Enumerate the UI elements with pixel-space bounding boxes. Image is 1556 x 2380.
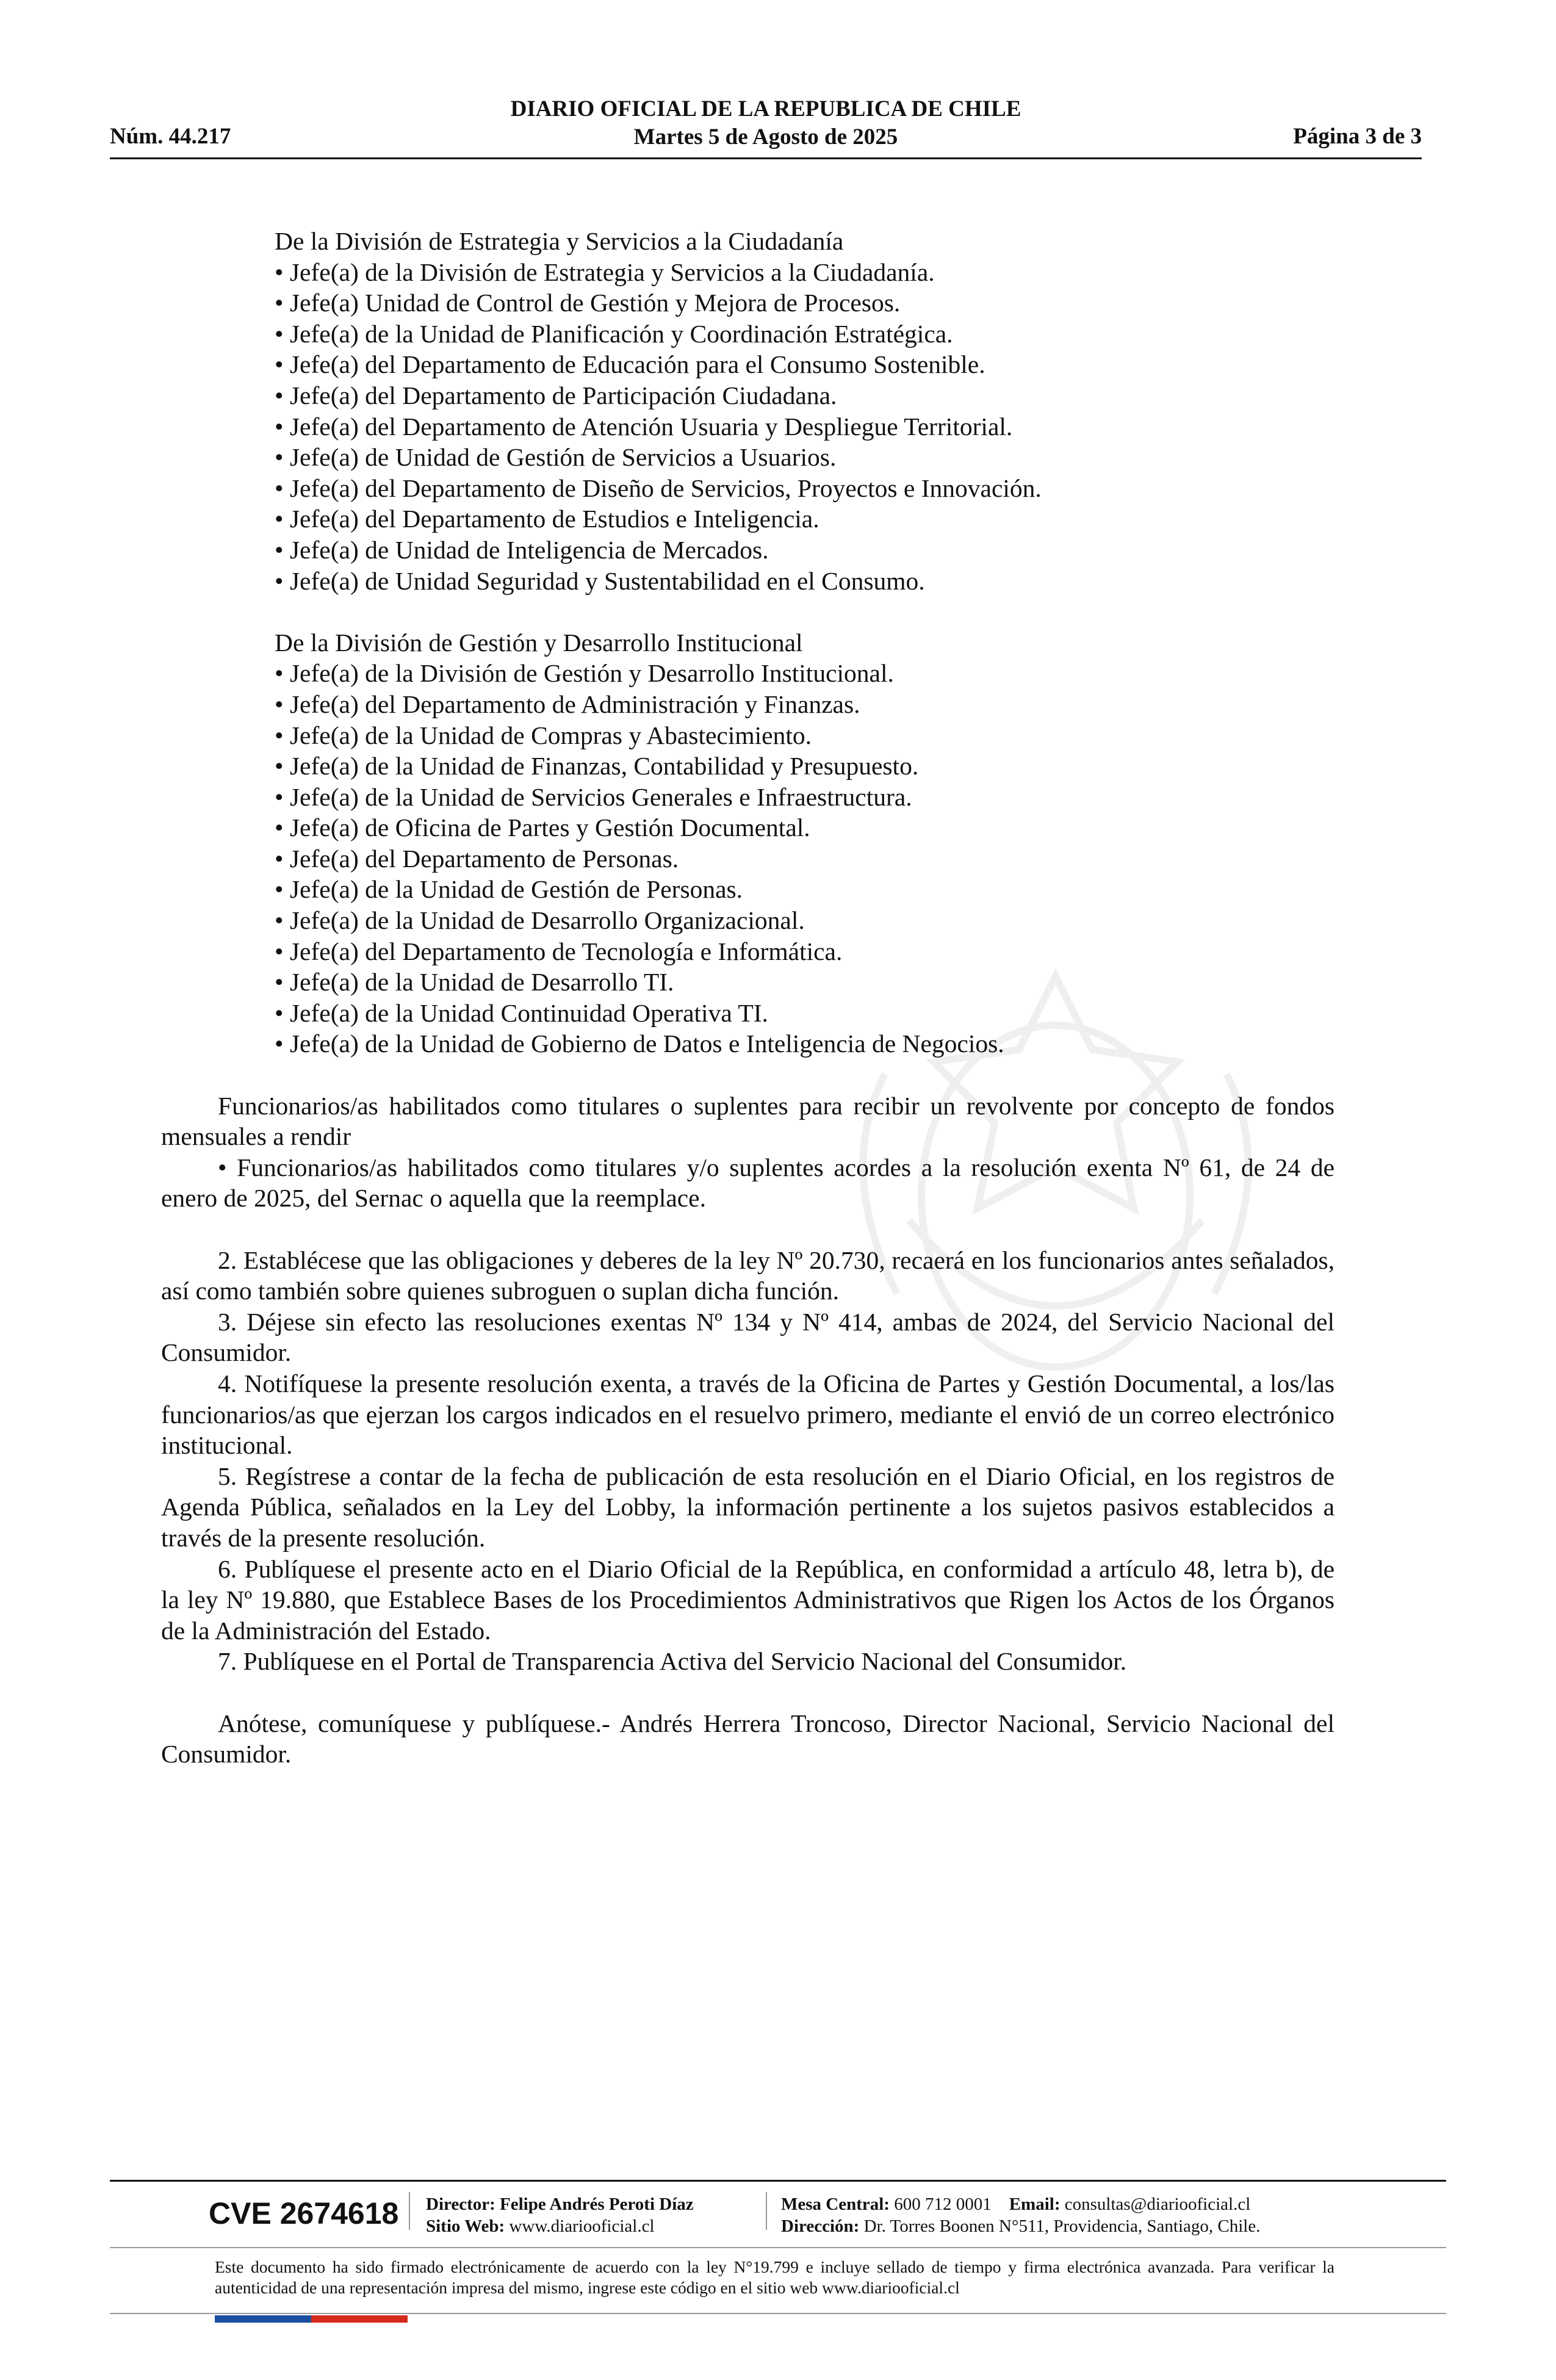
footer-contact-right — [781, 2193, 1260, 2237]
list-item: • Jefe(a) de la Unidad de Gestión de Personas. — [275, 875, 743, 904]
paragraph: Funcionarios/as habilitados como titulares o suplentes para recibir un revolvente por concepto de fondos mensuales a rendir — [161, 1091, 1334, 1151]
list-item: • Jefe(a) de la Unidad Continuidad Operativa TI. — [275, 998, 768, 1027]
list-item: • Jefe(a) del Departamento de Diseño de Servicios, Proyectos e Innovación. — [275, 474, 1042, 502]
list-item: • Jefe(a) de Unidad de Gestión de Servicios a Usuarios. — [275, 443, 837, 472]
mesa-phone: 600 712 0001 — [894, 2194, 992, 2214]
list-item: • Jefe(a) de Unidad de Inteligencia de Mercados. — [275, 535, 769, 564]
site-link[interactable]: www.diariooficial.cl — [509, 2216, 655, 2236]
flag-red-segment — [311, 2315, 408, 2323]
list-item: • Jefe(a) de la División de Gestión y Desarrollo Institucional. — [275, 659, 894, 688]
address-label: Dirección: — [781, 2216, 860, 2236]
list-item: • Jefe(a) del Departamento de Personas. — [275, 844, 679, 873]
list-item: • Jefe(a) del Departamento de Administración y Finanzas. — [275, 690, 860, 718]
page-header — [110, 92, 1422, 160]
director-name: Felipe Andrés Peroti Díaz — [500, 2194, 694, 2214]
masthead — [110, 95, 1422, 151]
resolution-item: 4. Notifíquese la presente resolución exenta, a través de la Oficina de Partes y Gestión Documental, a los/las funcionarios/as que ejerzan los cargos indicados en el resuelvo primero, mediante el envió de un correo electrónico institucional. — [161, 1369, 1334, 1460]
resolution-item: 3. Déjese sin efecto las resoluciones exentas Nº 134 y Nº 414, ambas de 2024, del Servicio Nacional del Consumidor. — [161, 1307, 1334, 1367]
address-value: Dr. Torres Boonen N°511, Providencia, Santiago, Chile. — [863, 2216, 1261, 2236]
newspaper-title: DIARIO OFICIAL DE LA REPUBLICA DE CHILE — [510, 96, 1021, 121]
section-fondos — [161, 1091, 1334, 1214]
list-item: • Jefe(a) de la Unidad de Gobierno de Datos e Inteligencia de Negocios. — [275, 1030, 1004, 1058]
list-item: • Jefe(a) de Unidad Seguridad y Sustentabilidad en el Consumo. — [275, 566, 925, 595]
email-link[interactable]: consultas@diariooficial.cl — [1064, 2194, 1251, 2214]
resolutions — [161, 1245, 1334, 1677]
resolution-item: 6. Publíquese el presente acto en el Diario Oficial de la República, en conformidad a artículo 48, letra b), de la ley Nº 19.880, que Establece Bases de los Procedimientos Administrativos que Rigen los Actos de los Órganos de la Administración del Estado. — [161, 1554, 1334, 1645]
list-item: • Jefe(a) de la Unidad de Servicios Generales e Infraestructura. — [275, 782, 912, 811]
list-item: • Jefe(a) de Oficina de Partes y Gestión Documental. — [275, 813, 810, 842]
issue-date: Martes 5 de Agosto de 2025 — [633, 124, 898, 150]
flag-stripe — [215, 2315, 408, 2323]
resolution-item: 7. Publíquese en el Portal de Transparencia Activa del Servicio Nacional del Consumidor. — [218, 1647, 1127, 1676]
cve-code: CVE 2674618 — [209, 2196, 399, 2230]
page-footer — [110, 2180, 1446, 2326]
section-estrategia — [218, 226, 1334, 596]
list-item: • Jefe(a) del Departamento de Tecnología e Informática. — [275, 937, 843, 965]
list-item: • Jefe(a) del Departamento de Estudios e Inteligencia. — [275, 505, 819, 533]
closing-block — [161, 1708, 1334, 1770]
footer-divider — [110, 2247, 1446, 2248]
flag-blue-segment — [215, 2315, 311, 2323]
list-item: • Jefe(a) del Departamento de Educación para el Consumo Sostenible. — [275, 350, 985, 379]
list-item: • Jefe(a) de la División de Estrategia y Servicios a la Ciudadanía. — [275, 258, 935, 286]
footer-contact-left — [426, 2193, 694, 2237]
list-item: • Jefe(a) de la Unidad de Planificación y Coordinación Estratégica. — [275, 319, 953, 348]
director-label: Director: — [426, 2194, 495, 2214]
resolution-item: 5. Regístrese a contar de la fecha de publicación de esta resolución en el Diario Oficial, en los registros de Agenda Pública, señalados en la Ley del Lobby, la información pertinente a los sujetos pasivos establecidos a través de la presente resolución. — [161, 1462, 1334, 1552]
section-gestion — [218, 627, 1334, 1059]
section-heading: De la División de Estrategia y Servicios a la Ciudadanía — [275, 227, 844, 255]
list-item: • Jefe(a) de la Unidad de Desarrollo TI. — [275, 968, 674, 997]
footer-divider — [110, 2180, 1446, 2182]
list-item: • Jefe(a) del Departamento de Participación Ciudadana. — [275, 381, 837, 409]
issue-number: Núm. 44.217 — [110, 124, 231, 149]
list-item: • Jefe(a) Unidad de Control de Gestión y Mejora de Procesos. — [275, 289, 901, 317]
list-item: • Jefe(a) de la Unidad de Finanzas, Contabilidad y Presupuesto. — [275, 752, 919, 781]
footer-separator — [766, 2192, 767, 2230]
list-item: • Jefe(a) de la Unidad de Desarrollo Organizacional. — [275, 906, 805, 935]
list-item: • Jefe(a) de la Unidad de Compras y Abastecimiento. — [275, 721, 812, 749]
closing-paragraph: Anótese, comuníquese y publíquese.- Andrés Herrera Troncoso, Director Nacional, Servicio Nacional del Consumidor. — [161, 1709, 1334, 1769]
footer-divider — [110, 2313, 1446, 2314]
mesa-label: Mesa Central: — [781, 2194, 890, 2214]
paragraph: • Funcionarios/as habilitados como titulares y/o suplentes acordes a la resolución exenta Nº 61, de 24 de enero de 2025, del Sernac o aquella que la reemplace. — [161, 1153, 1334, 1213]
list-item: • Jefe(a) del Departamento de Atención Usuaria y Despliegue Territorial. — [275, 412, 1013, 441]
section-heading: De la División de Gestión y Desarrollo Institucional — [275, 628, 803, 657]
resolution-item: 2. Establécese que las obligaciones y deberes de la ley Nº 20.730, recaerá en los funcionarios antes señalados, así como también sobre quienes subroguen o suplan dicha función. — [161, 1246, 1334, 1305]
legal-notice: Este documento ha sido firmado electrónicamente de acuerdo con la ley N°19.799 e incluye sellado de tiempo y firma electrónica avanzada. Para verificar la autenticidad de una representación impresa del mismo, ingrese este código en el sitio web www.diariooficial.cl — [215, 2257, 1334, 2297]
footer-separator — [409, 2192, 410, 2230]
email-label: Email: — [1009, 2194, 1061, 2214]
page-number: Página 3 de 3 — [1293, 124, 1422, 149]
document-body — [161, 226, 1334, 1770]
header-divider — [110, 157, 1422, 159]
site-label: Sitio Web: — [426, 2216, 505, 2236]
